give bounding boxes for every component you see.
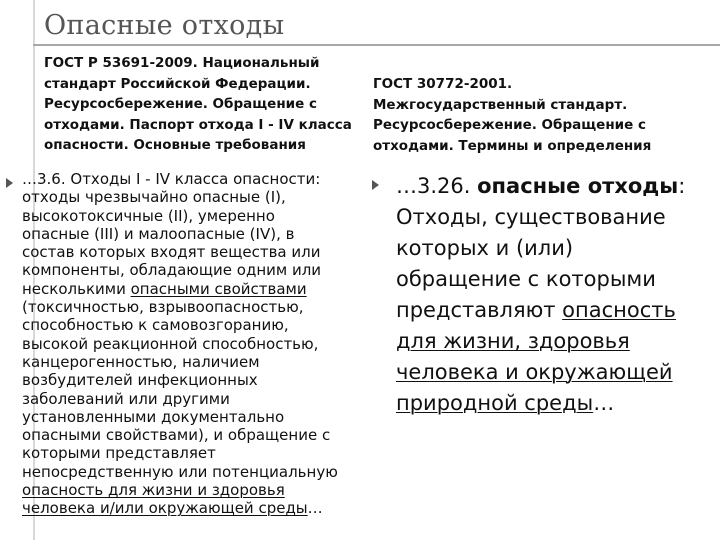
text-segment: … xyxy=(307,499,323,518)
text-segment: …3.26. xyxy=(396,174,478,198)
slide-title: Опасные отходы xyxy=(44,10,285,41)
text-line: (токсичностью, взрывоопасностью, xyxy=(22,298,304,317)
left-definition-text xyxy=(22,170,364,518)
text-segment: представляют xyxy=(396,298,563,322)
text-line: которых и (или) xyxy=(396,236,574,260)
right-column-heading xyxy=(373,74,693,156)
text-line: отходы чрезвычайно опасные (I), xyxy=(22,188,286,207)
text-line: обращение с которыми xyxy=(396,267,656,291)
heading-line: опасности. Основные требования xyxy=(44,137,306,153)
text-line xyxy=(22,499,364,517)
heading-line: Межгосударственный стандарт. xyxy=(373,96,628,113)
title-underline-rule xyxy=(33,44,720,46)
left-column-heading xyxy=(44,53,364,156)
text-line xyxy=(22,280,364,298)
bullet-triangle-icon xyxy=(372,180,379,190)
underlined-term: природной среды xyxy=(396,391,594,415)
text-line: которыми представляет xyxy=(22,444,216,463)
defined-term: опасные отходы xyxy=(477,174,679,198)
underlined-term: опасность xyxy=(562,298,676,322)
text-line: возбудителей инфекционных xyxy=(22,371,258,390)
text-line: высокотоксичные (II), умеренно xyxy=(22,206,275,225)
text-line: заболеваний или другими xyxy=(22,389,230,408)
text-segment: несколькими xyxy=(22,279,131,298)
text-segment: : xyxy=(678,174,686,198)
text-line: установленными документально xyxy=(22,407,285,426)
heading-line: стандарт Российской Федерации. xyxy=(44,75,311,92)
text-line: Отходы, существование xyxy=(396,205,666,229)
text-line: высокой реакционной способностью, xyxy=(22,334,319,353)
heading-line: ГОСТ 30772-2001. xyxy=(373,76,513,92)
underlined-term: опасными свойствами xyxy=(130,279,307,298)
text-line: компоненты, обладающие одним или xyxy=(22,261,322,280)
text-line: опасные (III) и малоопасные (IV), в xyxy=(22,224,295,243)
text-line: канцерогенностью, наличием xyxy=(22,352,260,371)
heading-line: Ресурсосбережение. Обращение с xyxy=(373,117,646,133)
text-line: непосредственную или потенциальную xyxy=(22,462,338,481)
underlined-term: человека и/или окружающей среды xyxy=(22,499,308,518)
text-line xyxy=(396,295,716,326)
right-definition-text xyxy=(396,171,716,419)
heading-line: отходами. Паспорт отхода I - IV класса xyxy=(44,116,352,133)
text-line-underlined: для жизни, здоровья xyxy=(396,329,630,353)
text-line: опасными свойствами), и обращение с xyxy=(22,426,331,445)
text-line-underlined: опасность для жизни и здоровья xyxy=(22,481,285,500)
text-line-underlined: человека и окружающей xyxy=(396,360,673,384)
bullet-triangle-icon xyxy=(6,178,13,188)
text-line xyxy=(396,388,716,419)
heading-line: отходами. Термины и определения xyxy=(373,137,652,154)
text-line: состав которых входят вещества или xyxy=(22,243,321,262)
text-segment: … xyxy=(593,391,615,415)
heading-line: Ресурсосбережение. Обращение с xyxy=(44,96,317,112)
text-line: …3.6. Отходы I - IV класса опасности: xyxy=(22,170,321,188)
text-line: способностью к самовозгоранию, xyxy=(22,316,289,335)
text-line xyxy=(396,171,716,202)
heading-line: ГОСТ Р 53691-2009. Национальный xyxy=(44,55,320,71)
